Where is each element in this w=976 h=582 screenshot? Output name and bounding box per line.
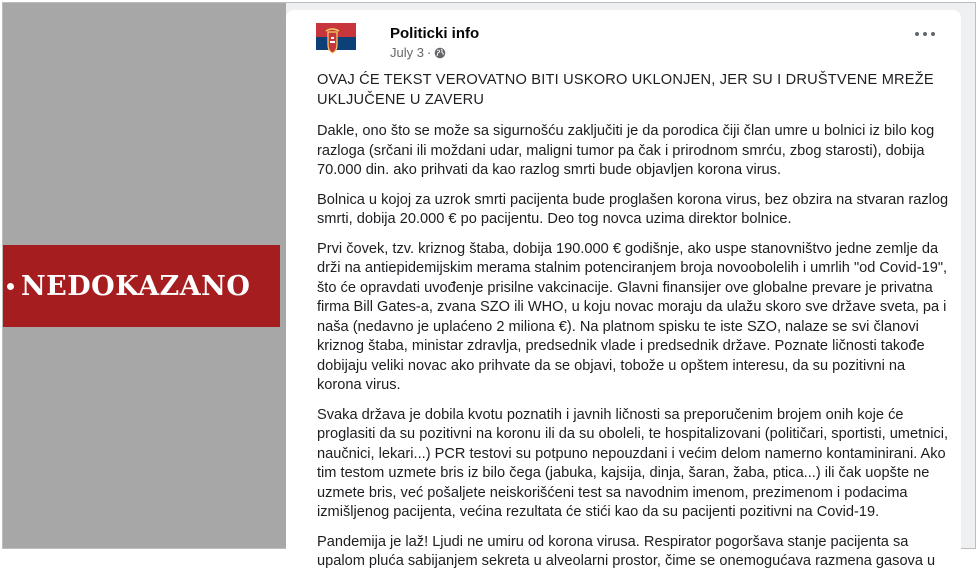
facebook-post-card [286, 10, 961, 570]
dot-icon [923, 32, 927, 36]
post-paragraph: Svaka država je dobila kvotu poznatih i javnih ličnosti sa preporučenim brojem onih koje će proglasiti da su pozitivni na koronu ili da su oboleli, te hospitalizovani (političari, sportisti, umetnici, naučnici, lekari...) PCR testovi su potpuno nepouzdani i većim delom namerno kontaminirani. Ako tim testom uzmete bris iz bilo čega (jabuka, kajsija, dinja, šaran, žaba, ptica...) ili čak uopšte ne uzmete bris, već pošaljete neiskorišćeni test sa navodnim imenom, prezimenom i podacima izmišljenog pacijenta, većina rezultata će stići kao da su pacijenti pozitivni na Covid-19. [317, 406, 949, 520]
meta-separator: · [426, 45, 432, 60]
dot-icon [915, 32, 919, 36]
post-date-link[interactable]: July 3 [390, 45, 424, 60]
banner-label: NEDOKAZANO [21, 270, 251, 302]
dot-icon [931, 32, 935, 36]
author-name-link[interactable]: Politicki info [390, 25, 480, 42]
post-paragraph: Bolnica u kojoj za uzrok smrti pacijenta bude proglašen korona virus, bez obzira na stvaran razlog smrti, dobija 20.000 € po pacijentu. Deo tog novca uzima direktor bolnice. [317, 191, 949, 227]
more-options-icon[interactable] [915, 30, 935, 38]
screenshot-frame [2, 2, 976, 569]
serbian-flag-avatar-icon[interactable] [316, 23, 356, 63]
post-headline: OVAJ ĆE TEKST VEROVATNO BITI USKORO UKLONJEN, JER SU I DRUŠTVENE MREŽE UKLJUČENE U ZAVERU [317, 72, 934, 108]
post-body [317, 71, 949, 582]
bullet-dot-icon [7, 283, 14, 290]
post-meta [390, 45, 446, 60]
fact-check-banner [3, 245, 280, 327]
post-paragraph: Prvi čovek, tzv. kriznog štaba, dobija 190.000 € godišnje, ako uspe stanovništvo jedne zemlje da drži na antiepidemijskim merama stalnim potenciranjem broja novoobolelih i umrlih "od Covid-19", što će opravdati uvođenje prisilne vakcinacije. Glavni finansijer ove globalne prevare je privatna firma Bill Gates-a, zvana SZO ili WHO, u koju novac moraju da ulažu skoro sve države sveta, pa i naša (nedavno je uplaćeno 2 miliona €). Na platnom spisku te iste SZO, nalaze se svi članovi kriznog štaba, ministar zdravlja, predsednik vlade i predsednik države. Poznate ličnosti takođe dobijaju veliki novac ako prihvate da se objavi, tobože u opštem interesu, da su pozitivni na korona virus. [317, 240, 948, 393]
globe-icon[interactable] [434, 47, 446, 59]
left-panel [3, 3, 286, 548]
post-paragraph: Dakle, ono što se može sa sigurnošću zaključiti je da porodica čiji član umre u bolnici iz bilo kog razloga (srčani ili moždani udar, maligni tumor pa čak i prirodnom smrću, zbog starosti), dobija 70.000 din. ako prihvati da kao razlog smrti bude objavljen korona virus. [317, 123, 935, 178]
post-paragraph: Pandemija je laž! Ljudi ne umiru od korona virusa. Respirator pogoršava stanje pacijenta sa upalom pluća sabijanjem sekreta u alveolarni prostor, čime se onemogućava razmena gasova u [317, 533, 936, 569]
